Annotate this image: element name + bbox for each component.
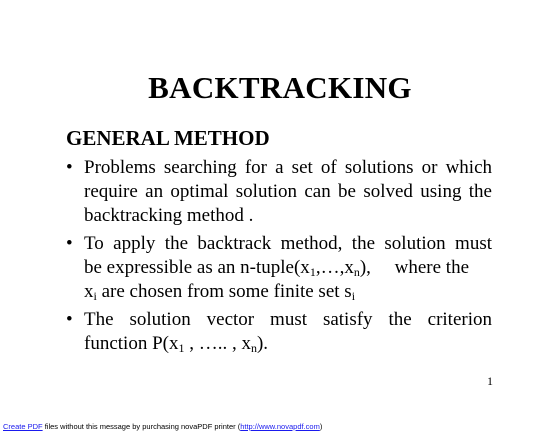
page-title: BACKTRACKING [148, 70, 412, 105]
novapdf-url-link[interactable]: http://www.novapdf.com [240, 422, 320, 431]
text-fragment: are chosen from some finite set s [96, 281, 352, 302]
bullet-line [84, 256, 492, 280]
footer-text: ) [319, 422, 323, 431]
bullet-line [84, 332, 492, 356]
text-fragment: be expressible as an n-tuple(x [84, 257, 310, 278]
text-fragment: ,…,x [315, 257, 354, 278]
bullet-line: The solution vector must satisfy the criterion [84, 309, 492, 330]
bullet-marker: • [66, 233, 73, 254]
text-fragment: ). [256, 333, 269, 354]
text-fragment: x [84, 281, 94, 302]
bullet-marker: • [66, 157, 73, 178]
section-heading: GENERAL METHOD [66, 126, 270, 150]
create-pdf-link[interactable]: Create PDF [3, 422, 43, 431]
subscript: 1 [309, 265, 316, 279]
bullet-text [84, 232, 492, 304]
page-number: 1 [487, 374, 493, 388]
subscript: i [351, 289, 356, 303]
bullet-line: require an optimal solution can be solved using the [84, 181, 492, 202]
subscript: 1 [178, 341, 185, 355]
bullet-marker: • [66, 309, 73, 330]
subscript: n [250, 341, 257, 355]
footer-text: files without this message by purchasing novaPDF printer ( [42, 422, 241, 431]
bullet-text [84, 308, 492, 356]
bullet-line: Problems searching for a set of solutions or which [84, 157, 492, 178]
text-fragment: , ….. , x [184, 333, 251, 354]
bullet-line: To apply the backtrack method, the solution must [84, 233, 492, 254]
text-fragment: function P(x [84, 333, 179, 354]
text-fragment: ), where the [359, 257, 470, 278]
subscript: n [353, 265, 360, 279]
bullet-text [84, 156, 492, 228]
bullet-line: backtracking method . [84, 205, 254, 226]
footer-notice [3, 422, 322, 431]
subscript: i [93, 289, 97, 303]
bullet-line [84, 280, 492, 304]
